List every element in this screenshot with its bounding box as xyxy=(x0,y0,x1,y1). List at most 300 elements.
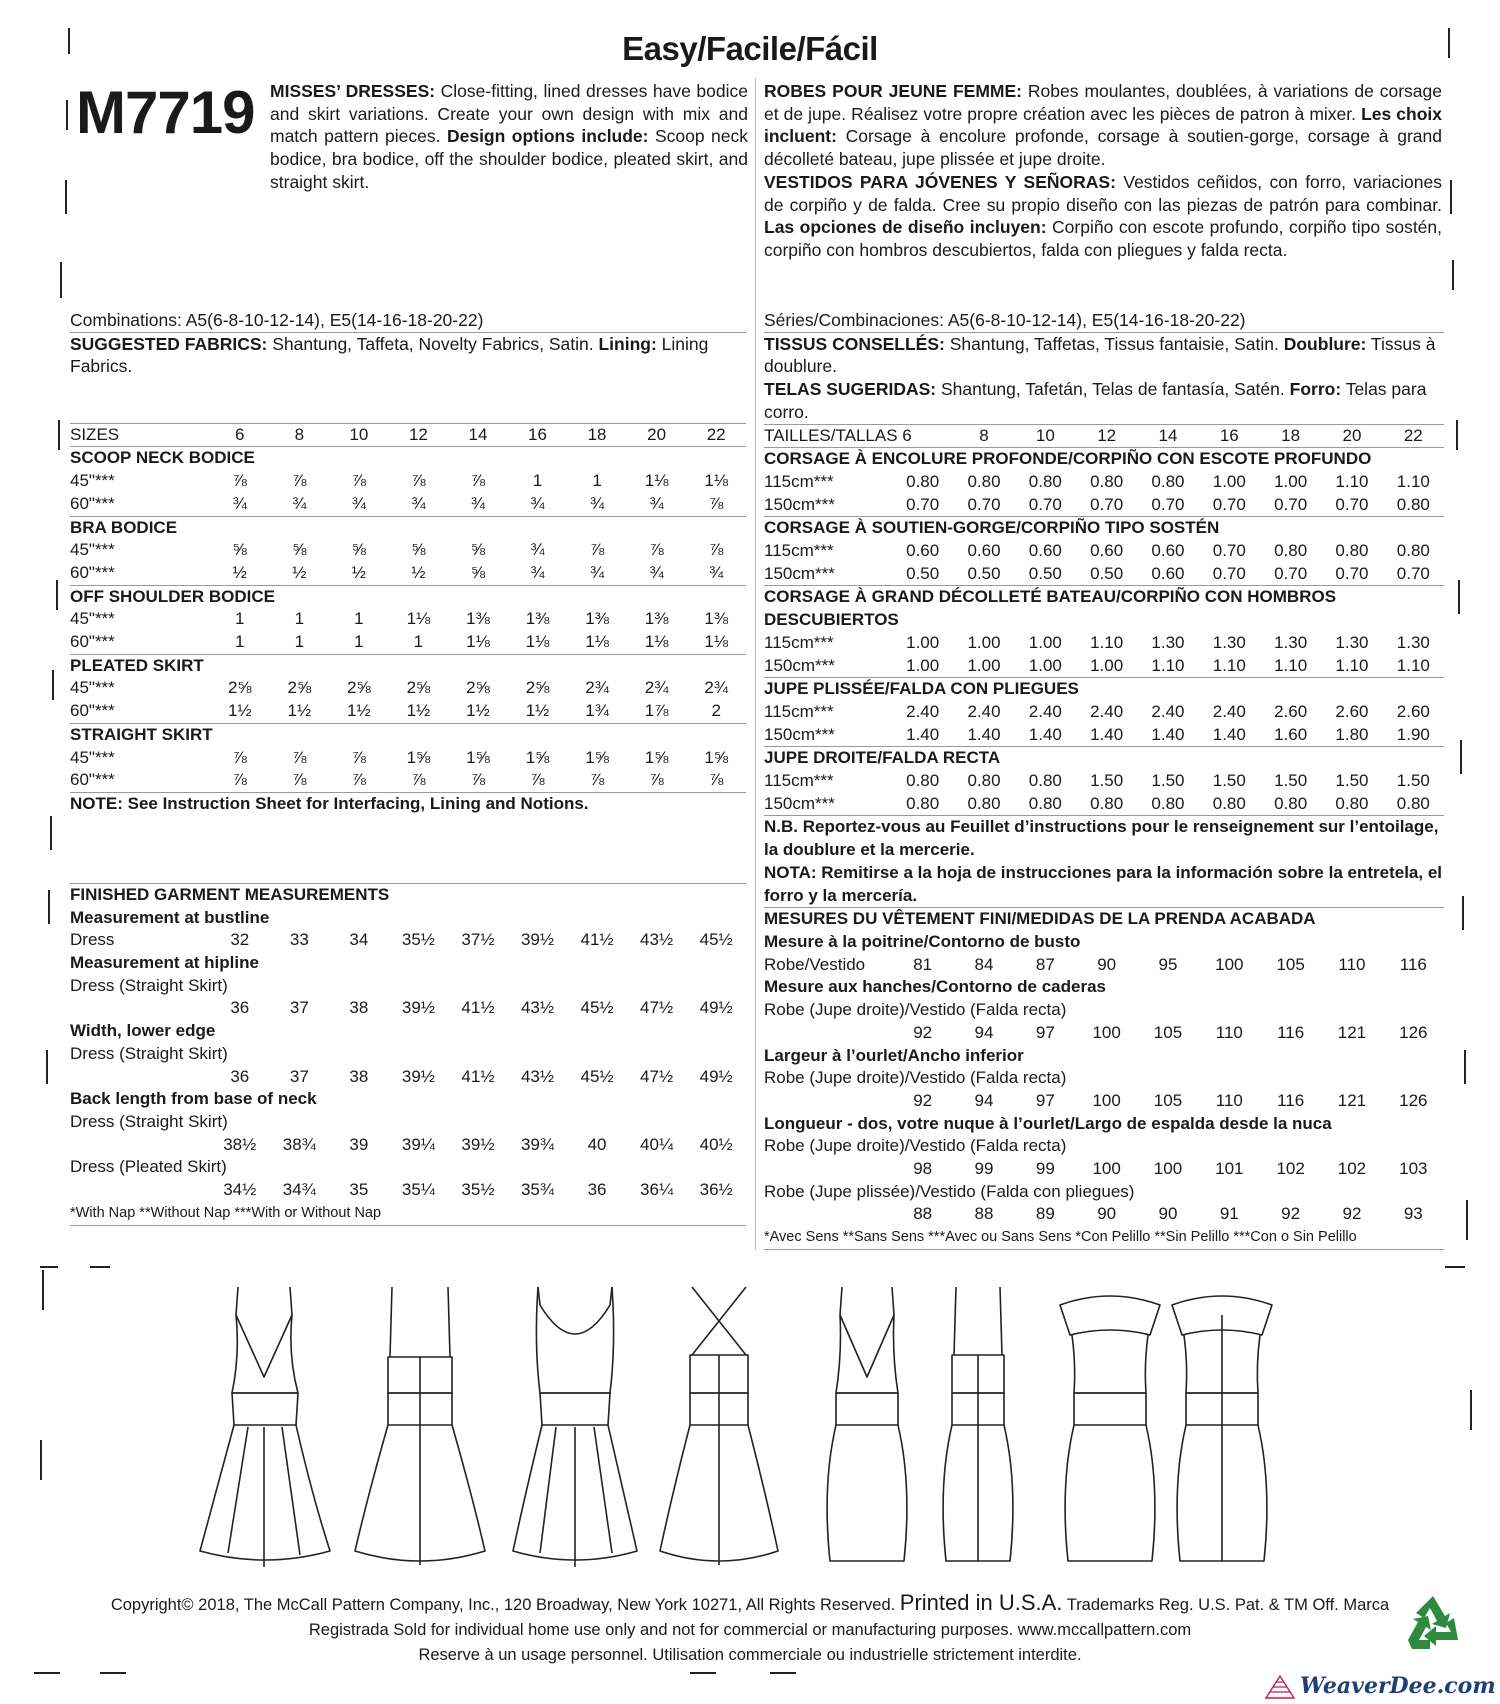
yardage-value: 1⅛ xyxy=(686,631,746,654)
yardage-value: ⅞ xyxy=(448,769,508,792)
measurement-value: 43½ xyxy=(520,1066,555,1086)
cut-mark xyxy=(1466,1200,1468,1240)
yardage-value: 1 xyxy=(270,631,330,654)
yardage-value: 1.30 xyxy=(1335,632,1369,652)
yardage-value: 0.80 xyxy=(967,471,1001,491)
yardage-value: ⅝ xyxy=(411,540,426,560)
cut-mark xyxy=(1458,580,1460,614)
cut-mark xyxy=(1460,740,1462,774)
yardage-value: 1.30 xyxy=(1151,632,1185,652)
yardage-value: ⅞ xyxy=(232,747,247,767)
view-title: OFF SHOULDER BODICE xyxy=(70,586,275,606)
yardage-value: ¾ xyxy=(627,493,687,516)
yardage-value: 1.00 xyxy=(967,632,1001,652)
yardage-value: 2⅝ xyxy=(466,678,490,698)
measurement-value: 34 xyxy=(349,930,369,950)
table-row xyxy=(764,954,1444,977)
measurement-table xyxy=(764,1135,1444,1180)
dress-sketch xyxy=(1060,1296,1160,1561)
yardage-value: ¾ xyxy=(567,493,627,516)
cut-mark xyxy=(1462,896,1464,930)
yardage-value: ¾ xyxy=(508,562,568,585)
yardage-value: 0.80 xyxy=(1028,471,1062,491)
yardage-value: 0.80 xyxy=(1260,793,1321,816)
yardage-value: 1⅝ xyxy=(525,747,550,767)
garment-name xyxy=(70,1179,210,1202)
measurement-value: 89 xyxy=(1035,1204,1055,1224)
note-fr: N.B. Reportez-vous au Feuillet d’instructions pour le renseignement sur l’entoilage, la doublure et la mercerie. xyxy=(764,817,1439,860)
yardage-value: 2.40 xyxy=(906,701,940,721)
measurement-value: 43½ xyxy=(640,930,674,950)
yardage-value: 0.70 xyxy=(1321,563,1382,586)
measurements-title: MESURES DU VÊTEMENT FINI/MEDIDAS DE LA PRENDA ACABADA xyxy=(764,909,1316,929)
table-row xyxy=(70,769,746,792)
yardage-value: ⅞ xyxy=(270,769,330,792)
yardage-value: ¾ xyxy=(567,562,627,585)
measurement-value: 45½ xyxy=(580,998,614,1018)
description-en-options-lead: Design options include: xyxy=(446,126,649,147)
yardage-value: 0.80 xyxy=(1151,471,1185,491)
garment-name xyxy=(70,1134,210,1157)
dress-sketch xyxy=(1172,1296,1272,1561)
fabric-width: 150cm*** xyxy=(764,655,892,678)
fabric-width: 60"*** xyxy=(70,700,210,723)
sizes-label: TAILLES/TALLAS 6 xyxy=(764,425,953,448)
yardage-value: 1 xyxy=(389,631,449,654)
measurement-value: 36 xyxy=(587,1180,607,1200)
measurement-value: 33 xyxy=(289,930,309,950)
measurement-value: 36½ xyxy=(699,1180,733,1200)
measurement-value: 35½ xyxy=(461,1180,495,1200)
cut-mark xyxy=(50,816,52,850)
measurement-value: 93 xyxy=(1403,1204,1423,1224)
yardage-value: 1⅜ xyxy=(525,609,550,629)
yardage-value: ¾ xyxy=(329,493,389,516)
measurement-value: 81 xyxy=(913,954,933,974)
measurement-value: 92 xyxy=(1342,1204,1362,1224)
yardage-value: 1.10 xyxy=(1335,471,1369,491)
yardage-value: 2.40 xyxy=(1090,701,1124,721)
yardage-value: 2⅝ xyxy=(287,678,312,698)
yardage-value: 2.40 xyxy=(1212,701,1246,721)
fabric-width: 60"*** xyxy=(70,493,210,516)
measurement-value: 88 xyxy=(913,1204,933,1224)
cut-mark xyxy=(58,420,60,450)
measurement-value: 126 xyxy=(1399,1022,1428,1042)
fabrics-es-body: Shantung, Tafetán, Telas de fantasía, Satén. xyxy=(936,379,1290,400)
yardage-value: 1⅜ xyxy=(644,609,669,629)
table-row xyxy=(70,747,746,770)
garment-name: Robe (Jupe droite)/Vestido (Falda recta) xyxy=(764,1000,1067,1020)
table-row xyxy=(764,494,1444,517)
yardage-value: 1.50 xyxy=(1396,771,1430,791)
table-row xyxy=(70,562,746,585)
yardage-value: ¾ xyxy=(389,493,449,516)
measurement-value: 100 xyxy=(1092,1159,1121,1179)
yardage-value: ⅞ xyxy=(389,769,449,792)
cut-mark xyxy=(100,1672,126,1674)
measurement-table xyxy=(764,954,1444,977)
copyright: Copyright© 2018, The McCall Pattern Company, Inc., 120 Broadway, New York 10271, All Rights Reserved. xyxy=(110,1596,900,1614)
fabric-width: 45"*** xyxy=(70,540,115,560)
yardage-value: 0.70 xyxy=(1212,541,1246,561)
yardage-value: ¾ xyxy=(270,493,330,516)
view-title: CORSAGE À GRAND DÉCOLLETÉ BATEAU/CORPIÑO CON HOMBROS DESCUBIERTOS xyxy=(764,587,1337,630)
yardage-value: 1⅛ xyxy=(704,471,728,491)
view-title: SCOOP NECK BODICE xyxy=(70,448,255,468)
table-row xyxy=(70,700,746,723)
measurement-value: 39 xyxy=(349,1134,369,1154)
yardage-value: ⅞ xyxy=(627,769,687,792)
yardage-value: 0.50 xyxy=(1076,563,1137,586)
yardage-value: 1⅛ xyxy=(627,631,687,654)
garment-name: Dress (Straight Skirt) xyxy=(70,1043,228,1063)
fabrics-en-lining-lead: Lining: xyxy=(598,333,657,354)
yardage-value: 2⅝ xyxy=(347,678,371,698)
measurement-value: 121 xyxy=(1337,1090,1367,1110)
yardage-value: 0.70 xyxy=(1383,563,1444,586)
measurement-value: 39½ xyxy=(401,1066,435,1086)
measurement-value: 39½ xyxy=(520,930,555,950)
measurement-label: Mesure à la poitrine/Contorno de busto xyxy=(764,931,1081,951)
cut-mark xyxy=(52,670,54,700)
yardage-value: 1 xyxy=(354,609,364,629)
measurement-table xyxy=(70,929,746,952)
view-title: JUPE DROITE/FALDA RECTA xyxy=(764,748,1001,768)
table-row xyxy=(764,1090,1444,1113)
yardage-value: ⅝ xyxy=(232,540,247,560)
fabrics-es-lining: Telas para corro. xyxy=(764,379,1427,422)
garment-name: Dress (Straight Skirt) xyxy=(70,1111,228,1131)
description-en-options: Scoop neck bodice, bra bodice, off the shoulder bodice, pleated skirt, and straight skirt. xyxy=(270,126,749,192)
yardage-value: 1.40 xyxy=(892,724,953,747)
fabric-width: 45"*** xyxy=(70,678,115,698)
yardage-value: ⅞ xyxy=(709,540,724,560)
yardage-value: 0.70 xyxy=(1199,494,1260,517)
watermark xyxy=(1262,1672,1494,1702)
fabrics-en-lead: SUGGESTED FABRICS: xyxy=(70,333,268,354)
measurement-value: 95 xyxy=(1158,954,1178,974)
measurement-value: 116 xyxy=(1277,1022,1305,1042)
yardage-value: 2⅝ xyxy=(227,678,252,698)
yardage-value: 1⅛ xyxy=(567,631,627,654)
measurement-value: 41½ xyxy=(461,1066,495,1086)
yardage-value: 0.80 xyxy=(953,793,1014,816)
size-header: 14 xyxy=(1137,425,1198,448)
measurement-value: 126 xyxy=(1399,1090,1428,1110)
yardage-value: 1 xyxy=(294,609,305,629)
garment-name xyxy=(764,1090,892,1113)
size-header: 12 xyxy=(389,424,449,447)
yardage-value: 0.80 xyxy=(1335,541,1369,561)
cut-mark xyxy=(770,1672,796,1674)
fabric-width: 150cm*** xyxy=(764,724,892,747)
yardage-value: 1.10 xyxy=(1137,655,1198,678)
yardage-value: 0.60 xyxy=(1028,541,1062,561)
description-en-body: Close-fitting, lined dresses have bodice and skirt variations. Create your own design with mix and match pattern pieces. xyxy=(270,81,748,147)
measurement-value: 35 xyxy=(349,1180,369,1200)
measurement-label: Mesure aux hanches/Contorno de caderas xyxy=(764,977,1106,997)
garment-name: Robe (Jupe plissée)/Vestido (Falda con pliegues) xyxy=(764,1181,1135,1201)
measurement-label: Measurement at hipline xyxy=(70,953,259,973)
description-fr-lead: ROBES POUR JEUNE FEMME: xyxy=(764,81,1022,101)
yardage-value: 0.80 xyxy=(1396,541,1430,561)
table-row xyxy=(764,1158,1444,1181)
yardage-value: 1⅛ xyxy=(406,609,431,629)
footer-line-1 xyxy=(0,1590,1500,1618)
size-header: 10 xyxy=(1015,425,1076,448)
yardage-value: 1.10 xyxy=(1090,632,1124,652)
yardage-value: 1.10 xyxy=(1321,655,1382,678)
yardage-value: 1 xyxy=(532,471,543,491)
table-row xyxy=(764,1022,1444,1045)
yardage-value: 1.50 xyxy=(1090,771,1124,791)
yardage-value: 1.10 xyxy=(1199,655,1260,678)
yardage-value: 0.80 xyxy=(1090,471,1124,491)
yardage-value: 1.00 xyxy=(892,655,953,678)
measurement-value: 94 xyxy=(974,1022,994,1042)
yardage-value: 2.40 xyxy=(967,701,1001,721)
measurement-value: 97 xyxy=(1035,1022,1055,1042)
fabrics-en xyxy=(70,333,746,424)
measurement-value: 98 xyxy=(913,1159,933,1179)
fabric-width: 115cm*** xyxy=(764,701,834,721)
yardage-value: 2¾ xyxy=(644,678,669,698)
fabrics-es-lead: TELAS SUGERIDAS: xyxy=(764,379,937,400)
garment-name: Dress (Straight Skirt) xyxy=(70,975,228,995)
measurement-value: 47½ xyxy=(640,998,674,1018)
yardage-value: 2¾ xyxy=(585,678,609,698)
yardage-value: 0.80 xyxy=(1199,793,1260,816)
yardage-value: 1.00 xyxy=(1274,471,1308,491)
measurement-value: 121 xyxy=(1337,1022,1367,1042)
yardage-value: 2⅝ xyxy=(525,678,550,698)
yardage-value: 1½ xyxy=(508,700,568,723)
dress-sketch xyxy=(660,1287,778,1565)
size-header: 20 xyxy=(627,424,687,447)
cut-mark xyxy=(60,262,62,298)
cut-mark xyxy=(690,1672,716,1674)
yardage-value: 1 xyxy=(329,631,389,654)
measurement-value: 99 xyxy=(1035,1159,1055,1179)
table-row xyxy=(70,677,746,700)
yardage-value: ⅝ xyxy=(292,540,307,560)
measurement-value: 35¾ xyxy=(520,1180,555,1200)
yardage-value: ⅞ xyxy=(329,769,389,792)
yardage-value: 0.80 xyxy=(1383,793,1444,816)
cut-mark xyxy=(1450,180,1452,214)
yardage-value: 1⅛ xyxy=(448,631,508,654)
measurement-table xyxy=(764,999,1444,1044)
measurement-value: 110 xyxy=(1215,1022,1243,1042)
measurement-value: 92 xyxy=(1281,1204,1301,1224)
yardage-value: 1.90 xyxy=(1383,724,1444,747)
table-row xyxy=(70,608,746,631)
size-header: 12 xyxy=(1076,425,1137,448)
yardage-table-fr-es xyxy=(764,425,1444,817)
table-row xyxy=(70,493,746,516)
dress-sketch xyxy=(513,1287,637,1567)
fabric-width: 115cm*** xyxy=(764,541,834,561)
table-row xyxy=(764,632,1444,655)
yardage-value: 0.60 xyxy=(967,541,1001,561)
yardage-value: 1⅝ xyxy=(704,747,728,767)
yardage-value: 1.00 xyxy=(1076,655,1137,678)
measurement-value: 38 xyxy=(349,998,369,1018)
size-header: 14 xyxy=(448,424,508,447)
table-row xyxy=(70,929,746,952)
fabrics-fr-lining-lead: Doublure: xyxy=(1283,333,1367,354)
fabric-width: 115cm*** xyxy=(764,632,834,652)
size-header: 22 xyxy=(686,424,746,447)
yardage-value: 1.30 xyxy=(1274,632,1308,652)
table-row xyxy=(70,997,746,1020)
yardage-value: ⅞ xyxy=(351,471,366,491)
yardage-value: 0.80 xyxy=(892,793,953,816)
view-title: CORSAGE À ENCOLURE PROFONDE/CORPIÑO CON ESCOTE PROFUNDO xyxy=(764,449,1372,469)
garment-name: Robe (Jupe droite)/Vestido (Falda recta) xyxy=(764,1136,1067,1156)
garment-name xyxy=(764,1203,892,1226)
yardage-value: 0.70 xyxy=(1260,494,1321,517)
yardage-value: 0.80 xyxy=(967,771,1001,791)
note-en xyxy=(70,793,746,884)
yardage-value: ½ xyxy=(210,562,270,585)
view-title: BRA BODICE xyxy=(70,517,178,537)
measurement-value: 37 xyxy=(289,998,309,1018)
fabric-width: 45"*** xyxy=(70,609,115,629)
description-fr-options-lead: Les choix incluent: xyxy=(764,103,1442,147)
note-es: NOTA: Remitirse a la hoja de instrucciones para la información sobre la entretela, el forro y la mercería. xyxy=(764,862,1442,905)
yardage-value: ⅞ xyxy=(232,471,247,491)
yardage-value: 0.80 xyxy=(1383,494,1444,517)
yardage-value: 2.40 xyxy=(1028,701,1062,721)
yardage-value: 1.30 xyxy=(1396,632,1430,652)
description-en-lead: MISSES’ DRESSES: xyxy=(270,81,436,101)
yardage-value: 1⅜ xyxy=(704,609,728,629)
yardage-value: 0.80 xyxy=(1137,793,1198,816)
size-header: 10 xyxy=(329,424,389,447)
description-en xyxy=(270,80,748,194)
measurement-label: Width, lower edge xyxy=(70,1021,216,1041)
yardage-value: 0.50 xyxy=(1015,563,1076,586)
yardage-value: 1.00 xyxy=(1015,655,1076,678)
yardage-value: 0.60 xyxy=(1151,541,1185,561)
dress-sketch xyxy=(355,1287,485,1565)
footer-line-3: Reserve à un usage personnel. Utilisation commerciale ou industrielle strictement interdite. xyxy=(418,1646,1082,1664)
yardage-value: 1½ xyxy=(329,700,389,723)
measurement-table xyxy=(70,1111,746,1156)
measurement-table xyxy=(70,1043,746,1088)
yardage-value: 1⅛ xyxy=(644,471,669,491)
fabric-width: 150cm*** xyxy=(764,563,892,586)
cut-mark xyxy=(34,1672,60,1674)
column-divider xyxy=(755,78,756,1250)
yardage-value: 0.70 xyxy=(1015,494,1076,517)
size-header: 8 xyxy=(953,425,1014,448)
yardage-value: 2.60 xyxy=(1335,701,1369,721)
yardage-value: ¾ xyxy=(627,562,687,585)
cut-mark xyxy=(1452,260,1454,290)
garment-name: Dress (Pleated Skirt) xyxy=(70,1157,227,1177)
measurement-value: 49½ xyxy=(699,998,733,1018)
measurements-fr-es xyxy=(764,908,1444,1226)
fabrics-fr-es xyxy=(764,333,1444,425)
yardage-value: 1½ xyxy=(448,700,508,723)
yardage-value: ⅝ xyxy=(351,540,366,560)
recycle-icon xyxy=(1402,1594,1464,1652)
fabric-width: 45"*** xyxy=(70,747,115,767)
measurement-value: 101 xyxy=(1215,1159,1244,1179)
table-row xyxy=(764,701,1444,724)
yardage-value: 1⅜ xyxy=(466,609,490,629)
yardage-value: 0.80 xyxy=(1321,793,1382,816)
combinations-fr-es: Séries/Combinaciones: A5(6-8-10-12-14), E5(14-16-18-20-22) xyxy=(764,309,1444,333)
trademark: Trademarks Reg. U.S. Pat. & TM Off. Marca xyxy=(1062,1596,1390,1614)
yardage-value: 1.40 xyxy=(1199,724,1260,747)
measurement-value: 105 xyxy=(1276,954,1305,974)
dress-sketch xyxy=(943,1287,1013,1561)
yardage-value: 0.60 xyxy=(1137,563,1198,586)
table-row xyxy=(70,1066,746,1089)
yardage-value: 0.70 xyxy=(892,494,953,517)
table-row xyxy=(764,793,1444,816)
garment-name xyxy=(70,997,210,1020)
description-es-lead: VESTIDOS PARA JÓVENES Y SEÑORAS: xyxy=(764,171,1116,192)
yardage-value: 1.40 xyxy=(953,724,1014,747)
yardage-value: ⅞ xyxy=(508,769,568,792)
footnote-en: *With Nap **Without Nap ***With or Without Nap xyxy=(70,1202,746,1226)
yardage-value: 1.00 xyxy=(1028,632,1062,652)
measurement-value: 34¾ xyxy=(282,1180,316,1200)
size-header: 16 xyxy=(1199,425,1260,448)
yardage-value: 1½ xyxy=(270,700,330,723)
fabric-width: 150cm*** xyxy=(764,793,892,816)
measurement-value: 39¾ xyxy=(520,1134,555,1154)
yardage-value: 0.70 xyxy=(1199,563,1260,586)
measurement-value: 39¼ xyxy=(401,1134,435,1154)
garment-name xyxy=(764,1158,892,1181)
yardage-value: ½ xyxy=(389,562,449,585)
table-row xyxy=(764,655,1444,678)
yardage-value: 1 xyxy=(235,609,245,629)
yardage-value: 2⅝ xyxy=(406,678,431,698)
measurement-value: 102 xyxy=(1337,1159,1367,1179)
size-header: 18 xyxy=(1260,425,1321,448)
size-header: 6 xyxy=(210,424,270,447)
yardage-value: 0.70 xyxy=(1321,494,1382,517)
table-row xyxy=(764,1203,1444,1226)
measurement-value: 90 xyxy=(1097,1204,1117,1224)
fabric-width: 45"*** xyxy=(70,471,115,491)
table-row xyxy=(764,540,1444,563)
measurement-value: 32 xyxy=(230,930,250,950)
yardage-value: ⅝ xyxy=(470,540,486,560)
measurement-value: 37 xyxy=(289,1066,309,1086)
description-es-body: Vestidos ceñidos, con forro, variaciones de corpiño y de falda. Cree su propio diseño con las piezas de patrón para combinar. xyxy=(764,171,1442,215)
measurement-value: 38¾ xyxy=(282,1134,316,1154)
watermark-spool-icon xyxy=(1262,1672,1298,1702)
yardage-value: 0.70 xyxy=(1076,494,1137,517)
table-row xyxy=(70,470,746,493)
yardage-value: ⅞ xyxy=(292,747,307,767)
description-fr-body: Robes moulantes, doublées, à variations de corsage et de jupe. Réalisez votre propre création avec les pièces de patron à mixer. xyxy=(764,81,1442,124)
measurement-value: 105 xyxy=(1153,1022,1183,1042)
yardage-value: 1.80 xyxy=(1321,724,1382,747)
cut-mark xyxy=(48,890,50,924)
yardage-value: 0.50 xyxy=(953,563,1014,586)
measurement-value: 90 xyxy=(1158,1204,1178,1224)
yardage-value: 1.10 xyxy=(1260,655,1321,678)
